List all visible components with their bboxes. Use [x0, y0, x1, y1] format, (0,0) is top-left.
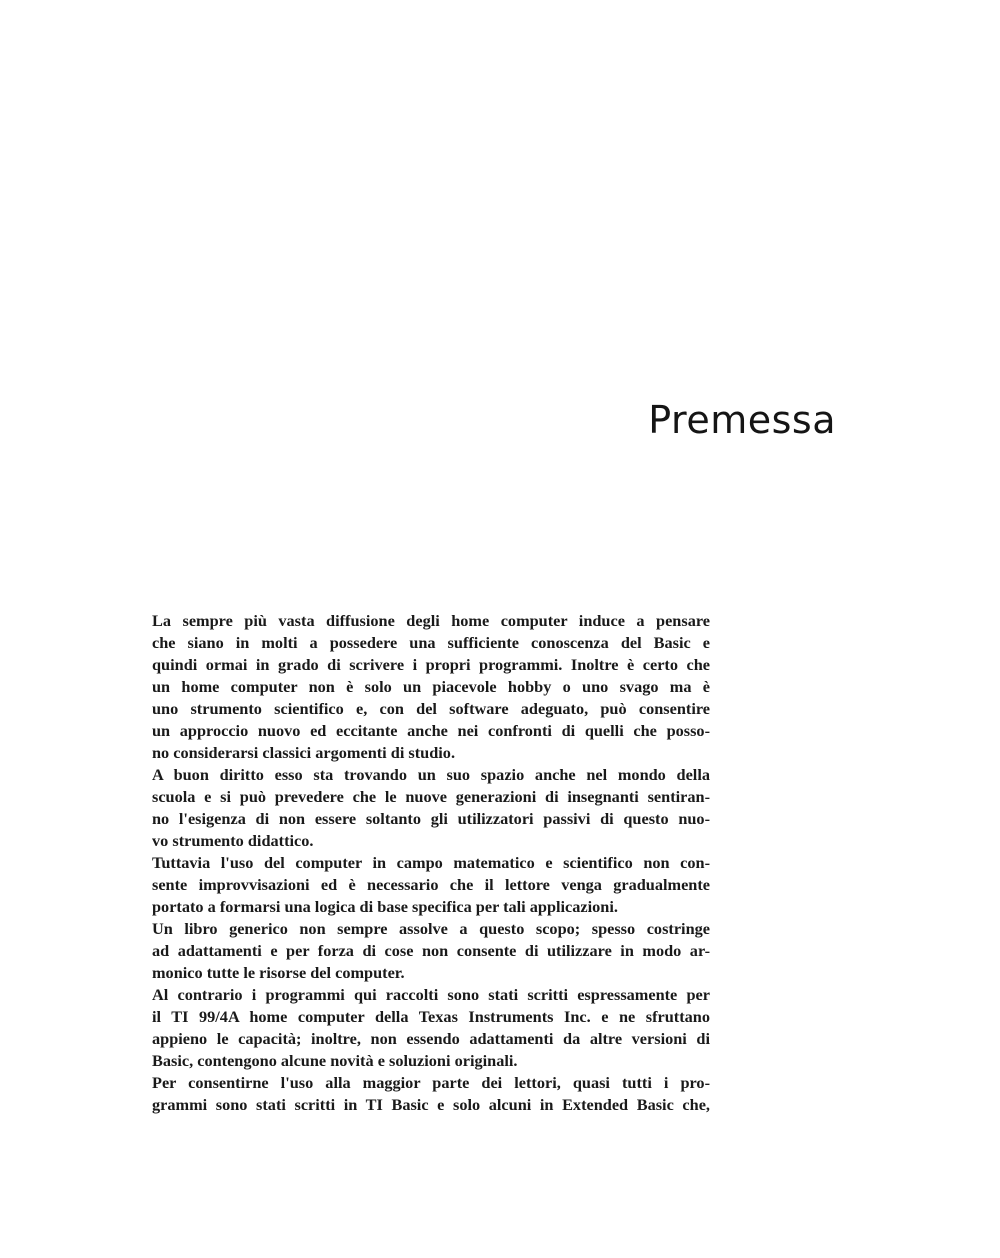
text-line: appieno le capacità; inoltre, non essendo adattamenti da altre versioni di	[152, 1029, 710, 1048]
text-line: grammi sono stati scritti in TI Basic e solo alcuni in Extended Basic che,	[152, 1095, 710, 1114]
page-title: Premessa	[648, 398, 836, 442]
text-line: no l'esigenza di non essere soltanto gli utilizzatori passivi di questo nuo-	[152, 809, 710, 828]
text-line: Basic, contengono alcune novità e soluzioni originali.	[152, 1051, 518, 1070]
body-text	[152, 610, 710, 1116]
text-line: un approccio nuovo ed eccitante anche nei confronti di quelli che posso-	[152, 721, 710, 740]
text-line: che siano in molti a possedere una sufficiente conoscenza del Basic e	[152, 633, 710, 652]
text-line: A buon diritto esso sta trovando un suo spazio anche nel mondo della	[152, 765, 710, 784]
text-line: sente improvvisazioni ed è necessario che il lettore venga gradualmente	[152, 875, 710, 894]
text-line: monico tutte le risorse del computer.	[152, 963, 405, 982]
text-line: no considerarsi classici argomenti di studio.	[152, 743, 456, 762]
text-line: un home computer non è solo un piacevole hobby o uno svago ma è	[152, 677, 710, 696]
text-line: ad adattamenti e per forza di cose non consente di utilizzare in modo ar-	[152, 941, 710, 960]
text-line: il TI 99/4A home computer della Texas Instruments Inc. e ne sfruttano	[152, 1007, 710, 1026]
text-line: Un libro generico non sempre assolve a questo scopo; spesso costringe	[152, 919, 710, 938]
text-line: vo strumento didattico.	[152, 831, 314, 850]
text-line: Tuttavia l'uso del computer in campo matematico e scientifico non con-	[152, 853, 710, 872]
text-line: quindi ormai in grado di scrivere i propri programmi. Inoltre è certo che	[152, 655, 710, 674]
text-line: scuola e si può prevedere che le nuove generazioni di insegnanti sentiran-	[152, 787, 710, 806]
text-line: portato a formarsi una logica di base specifica per tali applicazioni.	[152, 897, 618, 916]
text-line: La sempre più vasta diffusione degli home computer induce a pensare	[152, 611, 710, 630]
text-line: Per consentirne l'uso alla maggior parte dei lettori, quasi tutti i pro-	[152, 1073, 710, 1092]
text-line: uno strumento scientifico e, con del software adeguato, può consentire	[152, 699, 710, 718]
text-line: Al contrario i programmi qui raccolti sono stati scritti espressamente per	[152, 985, 710, 1004]
